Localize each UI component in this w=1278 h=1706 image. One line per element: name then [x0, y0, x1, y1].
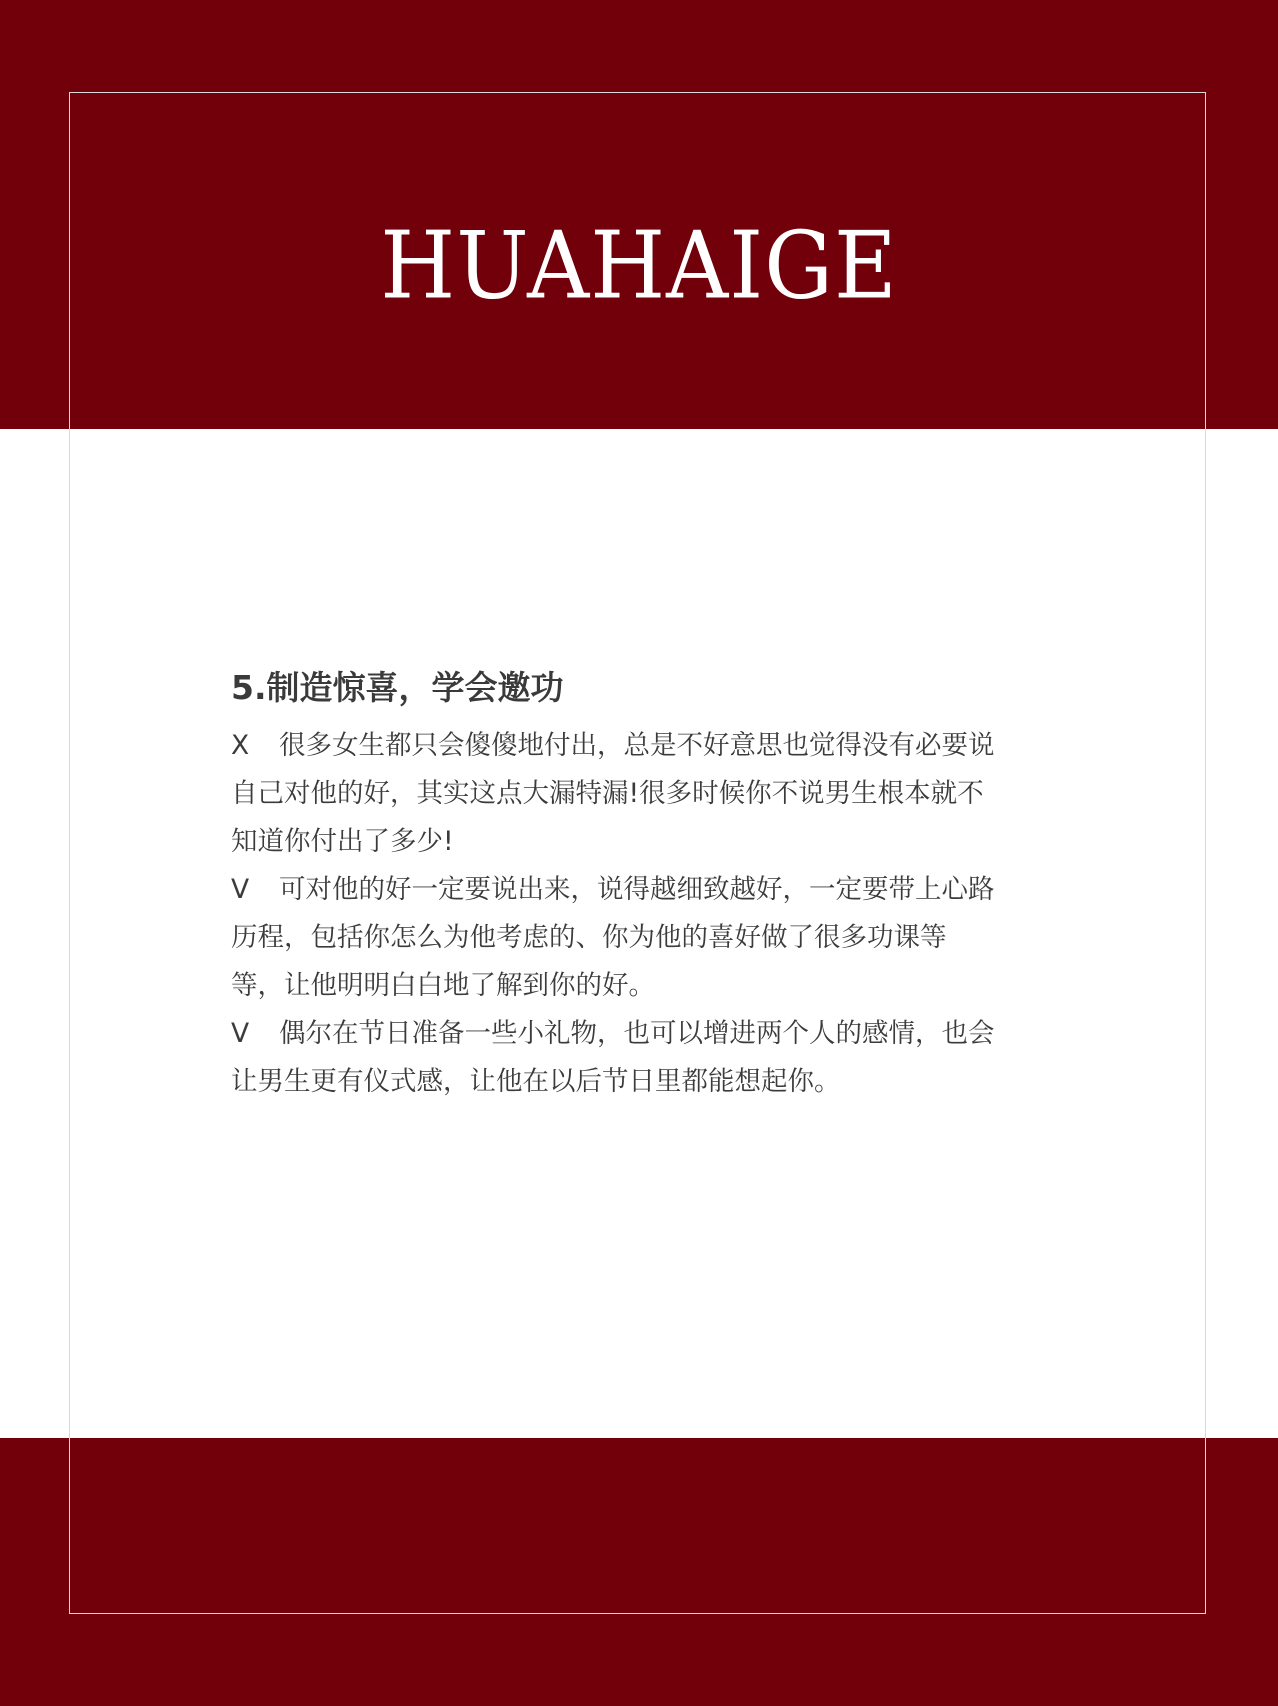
- text-line: 自己对他的好，其实这点大漏特漏!很多时候你不说男生根本就不: [231, 778, 984, 809]
- cross-marker: X: [231, 730, 250, 761]
- section-heading: 5.制造惊喜，学会邀功: [231, 668, 564, 707]
- brand-title: HUAHAIGE: [380, 212, 898, 320]
- text-line: 知道你付出了多少!: [231, 826, 454, 857]
- text-line: [231, 1010, 1051, 1058]
- list-item: [231, 722, 1051, 866]
- check-marker: V: [231, 874, 250, 905]
- check-marker: V: [231, 1018, 250, 1049]
- article-body: [231, 662, 1051, 1106]
- item-text: 很多女生都只会傻傻地付出，总是不好意思也觉得没有必要说: [279, 730, 995, 761]
- bottom-red-band: [0, 1438, 1278, 1706]
- list-item: [231, 1010, 1051, 1106]
- item-text: 可对他的好一定要说出来，说得越细致越好，一定要带上心路: [279, 874, 995, 905]
- text-line: 历程，包括你怎么为他考虑的、你为他的喜好做了很多功课等: [231, 922, 947, 953]
- text-line: 让男生更有仪式感，让他在以后节日里都能想起你。: [231, 1066, 841, 1097]
- list-item: [231, 866, 1051, 1010]
- item-text: 偶尔在节日准备一些小礼物，也可以增进两个人的感情，也会: [279, 1018, 995, 1049]
- text-line: [231, 866, 1051, 914]
- text-line: [231, 722, 1051, 770]
- text-line: 等，让他明明白白地了解到你的好。: [231, 970, 655, 1001]
